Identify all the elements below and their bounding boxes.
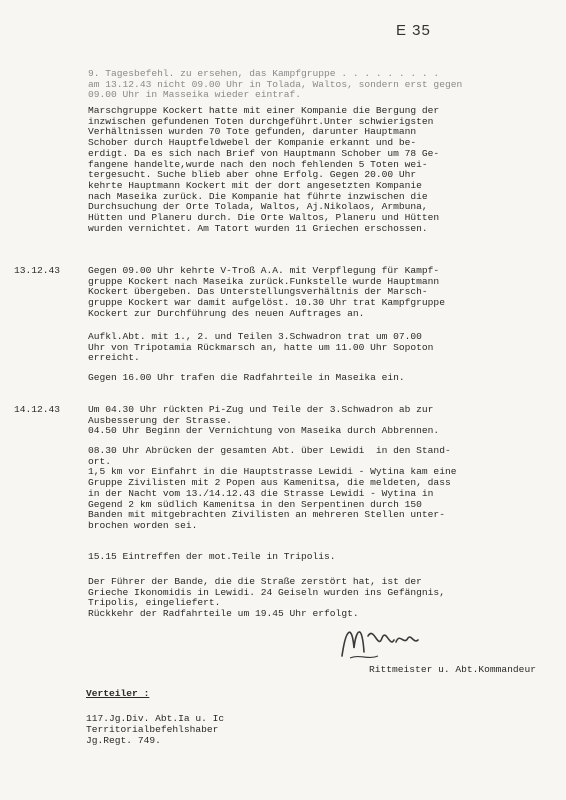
text-line: Schober durch Hauptfeldwebel der Kompanie erkannt und be- xyxy=(88,137,417,149)
text-line: tergesucht. Suche blieb aber ohne Erfolg. Gegen 20.00 Uhr xyxy=(88,169,417,181)
text-line: kehrte Hauptmann Kockert mit der dort angesetzten Kompanie xyxy=(88,179,422,191)
text-line: Um 04.30 Uhr rückten Pi-Zug und Teile der 3.Schwadron ab zur xyxy=(88,404,434,415)
distribution-list xyxy=(86,713,224,746)
signature-line: Rittmeister u. Abt.Kommandeur xyxy=(369,664,536,675)
paragraph-4 xyxy=(88,373,405,384)
paragraph-5 xyxy=(88,405,439,437)
text-line: Gegend 2 km südlich Kamenitsa in den Serpentinen durch 150 xyxy=(88,498,422,510)
archive-stamp: E 35 xyxy=(396,22,431,39)
list-item: 117.Jg.Div. Abt.Ia u. Ic xyxy=(86,713,225,724)
text-line: 08.30 Uhr Abrücken der gesamten Abt. über Lewidi in den Stand- xyxy=(88,445,451,456)
text-line: 04.50 Uhr Beginn der Vernichtung von Maseika durch Abbrennen. xyxy=(88,425,440,437)
text-line: Rückkehr der Radfahrteile um 19.45 Uhr erfolgt. xyxy=(88,608,359,620)
text-line: 09.00 Uhr in Masseika wieder eintraf. xyxy=(88,89,302,101)
date-14-12: 14.12.43 xyxy=(14,404,61,415)
paragraph-7 xyxy=(88,552,336,563)
text-line: 1,5 km vor Einfahrt in die Hauptstrasse Lewidi - Wytina kam eine xyxy=(88,466,457,478)
text-line: Marschgruppe Kockert hatte mit einer Kompanie die Bergung der xyxy=(88,105,440,116)
text-line: fangene handelte,wurde nach den noch fehlenden 5 Toten wei- xyxy=(88,158,428,170)
text-line: 15.15 Eintreffen der mot.Teile in Tripolis. xyxy=(88,551,336,562)
text-line: 9. Tagesbefehl. zu ersehen, das Kampfgruppe . . . . . . . . . xyxy=(88,68,440,79)
text-line: brochen worden sei. xyxy=(88,519,198,531)
paragraph-3 xyxy=(88,332,433,364)
text-line: Der Führer der Bande, die die Straße zerstört hat, ist der xyxy=(88,576,422,587)
text-line: gruppe Kockert war damit aufgelöst. 10.30 Uhr trat Kampfgruppe xyxy=(88,297,445,309)
date-13-12: 13.12.43 xyxy=(14,265,61,276)
paragraph-8 xyxy=(88,577,445,620)
text-line: Grieche Ikonomidis in Lewidi. 24 Geiseln wurden ins Gefängnis, xyxy=(88,586,445,598)
list-item: Jg.Regt. 749. xyxy=(86,735,161,746)
header-faded xyxy=(88,69,462,101)
handwritten-signature xyxy=(338,618,420,662)
paragraph-1 xyxy=(88,106,439,234)
text-line: Verhältnissen wurden 70 Tote gefunden, darunter Hauptmann xyxy=(88,126,417,138)
text-line: Kockert übergeben. Das Unterstellungsverhältnis der Marsch- xyxy=(88,286,428,298)
text-line: Kockert zur Durchführung des neuen Auftrages an. xyxy=(88,307,365,319)
text-line: Tripolis, eingeliefert. xyxy=(88,597,221,609)
text-line: Gruppe Zivilisten mit 2 Popen aus Kamenitsa, die meldeten, dass xyxy=(88,477,451,489)
text-line: in der Nacht vom 13./14.12.43 die Strasse Lewidi - Wytina in xyxy=(88,487,434,499)
text-line: Hütten und Planeru durch. Die Orte Waltos, Planeru und Hütten xyxy=(88,212,440,224)
text-line: Uhr von Tripotamia Rückmarsch an, hatte um 11.00 Uhr Sopoton xyxy=(88,341,434,353)
paragraph-6 xyxy=(88,446,456,532)
text-line: erreicht. xyxy=(88,352,140,364)
text-line: nach Maseika zurück. Die Kompanie hat führte inzwischen die xyxy=(88,190,428,202)
text-line: am 13.12.43 nicht 09.00 Uhr in Tolada, Waltos, sondern erst gegen xyxy=(88,78,463,90)
text-line: wurden vernichtet. Am Tatort wurden 11 Griechen erschossen. xyxy=(88,222,428,234)
text-line: Aufkl.Abt. mit 1., 2. und Teilen 3.Schwadron trat um 07.00 xyxy=(88,331,422,342)
text-line: Gegen 09.00 Uhr kehrte V-Troß A.A. mit Verpflegung für Kampf- xyxy=(88,265,440,276)
paragraph-2 xyxy=(88,266,445,320)
text-line: Ausbesserung der Strasse. xyxy=(88,414,232,426)
list-item: Territorialbefehlshaber xyxy=(86,724,219,735)
distribution-label: Verteiler : xyxy=(86,688,150,699)
text-line: Durchsuchung der Orte Tolada, Waltos, Aj.Nikolaos, Armbuna, xyxy=(88,201,428,213)
text-line: inzwischen gefundenen Toten durchgeführt.Unter schwierigsten xyxy=(88,115,434,127)
text-line: Gegen 16.00 Uhr trafen die Radfahrteile in Maseika ein. xyxy=(88,372,405,383)
text-line: gruppe Kockert nach Maseika zurück.Funkstelle wurde Hauptmann xyxy=(88,275,440,287)
text-line: ort. xyxy=(88,455,112,467)
text-line: Banden mit mitgebrachten Zivilisten an mehreren Stellen unter- xyxy=(88,509,445,521)
text-line: erdigt. Da es sich nach Brief von Hauptmann Schober um 78 Ge- xyxy=(88,147,440,159)
